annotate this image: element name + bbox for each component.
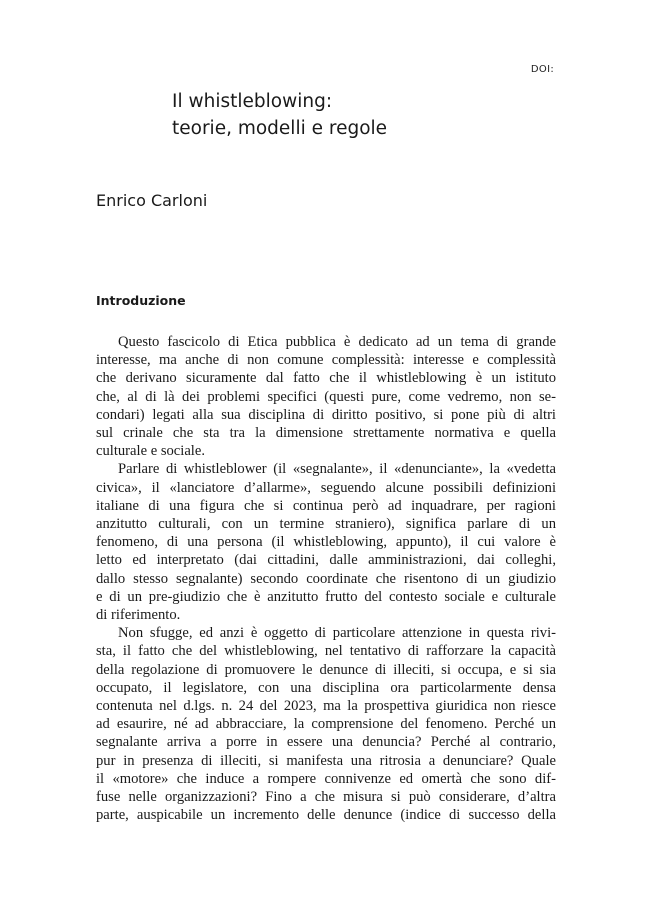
paragraph-line: di riferimento. xyxy=(96,607,181,624)
paragraph-line: occupato, il legislatore, con una disciplina ora particolarmente densa xyxy=(96,679,556,696)
paragraph-line: condari) legati alla sua disciplina di diritto positivo, si pone più di altri xyxy=(96,406,556,423)
paragraph-3 xyxy=(96,624,556,824)
paragraph-line: fuse nelle organizzazioni? Fino a che misura si può considerare, d’altra xyxy=(96,789,556,806)
paragraph-line: Non sfugge, ed anzi è oggetto di particolare attenzione in questa rivi- xyxy=(118,625,556,642)
paragraph-line: Parlare di whistleblower (il «segnalante», il «denunciante», la «vedetta xyxy=(118,461,556,478)
paragraph-line: Questo fascicolo di Etica pubblica è dedicato ad un tema di grande xyxy=(118,334,556,350)
paragraph-line: dallo stesso segnalante) secondo coordinate che risentono di un giudizio xyxy=(96,570,556,587)
paragraph-line: letto ed interpretato (dai cittadini, dalle amministrazioni, dai colleghi, xyxy=(96,552,556,569)
paragraph-line: fenomeno, di una persona (il whistleblowing, appunto), il cui valore è xyxy=(96,534,556,551)
paragraph-line: e di un pre-giudizio che è anzitutto frutto del contesto sociale e culturale xyxy=(96,588,556,605)
paragraph-1 xyxy=(96,333,556,460)
section-heading: Introduzione xyxy=(96,293,186,308)
paragraph-line: sta, il fatto che del whistleblowing, nel tentativo di rafforzare la capacità xyxy=(96,643,556,660)
paragraph-line: parte, auspicabile un incremento delle denunce (indice di successo della xyxy=(96,807,556,824)
body-text xyxy=(96,333,556,824)
paragraph-line: che derivano sicuramente dal fatto che il whistleblowing è un istituto xyxy=(96,370,556,387)
paragraph-line: interesse, ma anche di non comune complessità: interesse e complessità xyxy=(96,352,556,369)
paragraph-line: segnalante arriva a porre in essere una denuncia? Perché al contrario, xyxy=(96,734,556,751)
paragraph-line: che, al di là dei problemi specifici (questi pure, come vedremo, non se- xyxy=(96,388,556,405)
paragraph-line: sul crinale che sta tra la dimensione strettamente normativa e quella xyxy=(96,425,556,442)
paragraph-line: pur in presenza di illeciti, si manifesta una ritrosia a denunciare? Quale xyxy=(96,752,556,769)
doi-label: DOI: xyxy=(530,64,554,75)
paragraph-line: culturale e sociale. xyxy=(96,443,205,460)
author-name: Enrico Carloni xyxy=(96,191,208,210)
paragraph-line: italiane di una figura che si continua però ad inquadrare, per ragioni xyxy=(96,497,556,514)
article-title-line-2: teorie, modelli e regole xyxy=(172,118,388,139)
paragraph-line: contenuta nel d.lgs. n. 24 del 2023, ma la prospettiva giuridica non riesce xyxy=(96,698,556,715)
article-title xyxy=(172,88,387,142)
paragraph-line: anzitutto culturali, con un termine straniero), significa parlare di un xyxy=(96,516,556,533)
paragraph-line: della regolazione di promuovere le denunce di illeciti, si occupa, e si sia xyxy=(96,661,556,678)
paragraph-line: il «motore» che induce a rompere connivenze ed omertà che sono dif- xyxy=(96,770,556,787)
paragraph-line: civica», il «lanciatore d’allarme», seguendo alcune possibili definizioni xyxy=(96,479,556,496)
article-title-line-1: Il whistleblowing: xyxy=(172,91,333,112)
paragraph-2 xyxy=(96,460,556,624)
paragraph-line: ad esaurire, né ad abbracciare, la comprensione del fenomeno. Perché un xyxy=(96,716,556,733)
